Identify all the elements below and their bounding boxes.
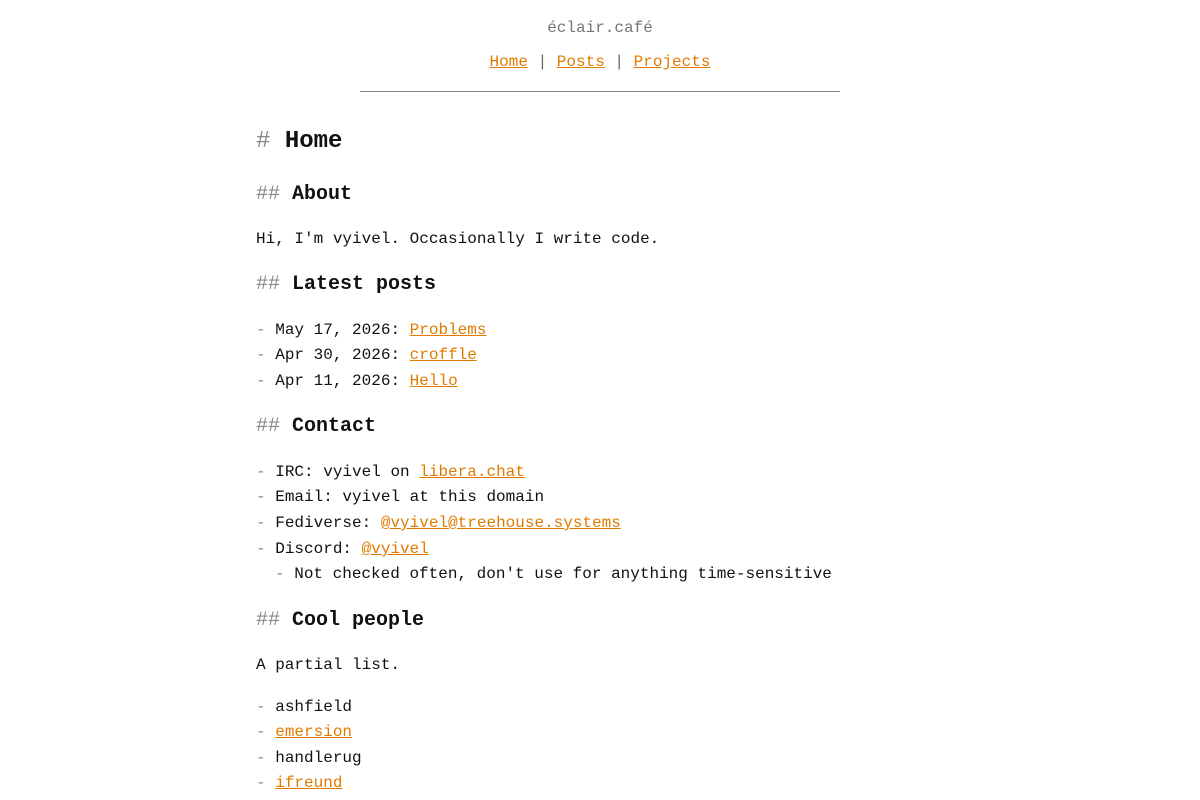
person-list-item [256, 773, 342, 793]
latest-posts-heading [256, 273, 436, 297]
heading-marker: # [256, 128, 271, 155]
post-link[interactable]: croffle [409, 346, 477, 364]
list-marker: - [256, 321, 266, 339]
list-marker: - [256, 488, 266, 506]
about-heading [256, 183, 352, 207]
person-list-item [256, 748, 362, 768]
heading-marker: ## [256, 415, 281, 438]
person-list-item [256, 722, 352, 742]
nav-link-home[interactable]: Home [489, 53, 528, 71]
nav-separator: | [537, 53, 548, 71]
cool-people-heading-text: Cool people [292, 609, 425, 632]
contact-email-text: Email: vyivel at this domain [275, 488, 545, 506]
list-marker: - [256, 749, 266, 767]
post-list-item [256, 320, 486, 340]
contact-heading-text: Contact [292, 415, 377, 438]
heading-marker: ## [256, 273, 281, 296]
heading-marker: ## [256, 609, 281, 632]
person-link[interactable]: ifreund [275, 774, 343, 792]
page-title-text: Home [284, 128, 343, 155]
contact-irc-text: IRC: vyivel on [275, 463, 410, 481]
list-marker: - [256, 514, 266, 532]
page-title [256, 128, 342, 156]
list-marker: - [256, 540, 266, 558]
about-text: Hi, I'm vyivel. Occasionally I write code. [256, 230, 660, 248]
latest-posts-heading-text: Latest posts [292, 273, 437, 296]
person-name: handlerug [275, 749, 362, 767]
list-marker: - [256, 463, 266, 481]
person-link[interactable]: emersion [275, 723, 353, 741]
fediverse-link[interactable]: @vyivel@treehouse.systems [380, 514, 621, 532]
post-date: Apr 30, 2026: [275, 346, 401, 364]
nav-separator: | [614, 53, 625, 71]
post-link[interactable]: Hello [409, 372, 458, 390]
discord-note-text: Not checked often, don't use for anything time-sensitive [294, 565, 832, 583]
post-date: May 17, 2026: [275, 321, 401, 339]
contact-discord-text: Discord: [275, 540, 353, 558]
site-title: éclair.café [547, 19, 653, 37]
post-link[interactable]: Problems [409, 321, 487, 339]
cool-people-heading [256, 609, 424, 633]
list-marker: - [275, 565, 285, 583]
nav-link-posts[interactable]: Posts [556, 53, 605, 71]
person-name: ashfield [275, 698, 353, 716]
post-list-item [256, 371, 458, 391]
header-divider [360, 91, 840, 92]
list-marker: - [256, 774, 266, 792]
list-marker: - [256, 698, 266, 716]
irc-link[interactable]: libera.chat [419, 463, 525, 481]
main-nav [0, 52, 1200, 72]
cool-people-intro: A partial list. [256, 656, 401, 674]
discord-link[interactable]: @vyivel [361, 540, 429, 558]
person-list-item [256, 697, 352, 717]
contact-fediverse-text: Fediverse: [275, 514, 372, 532]
contact-irc [256, 462, 525, 482]
post-date: Apr 11, 2026: [275, 372, 401, 390]
contact-discord-note [275, 564, 832, 584]
contact-email [256, 487, 544, 507]
heading-marker: ## [256, 183, 281, 206]
list-marker: - [256, 723, 266, 741]
contact-discord [256, 539, 429, 559]
list-marker: - [256, 372, 266, 390]
contact-heading [256, 415, 376, 439]
list-marker: - [256, 346, 266, 364]
about-heading-text: About [292, 183, 353, 206]
contact-fediverse [256, 513, 621, 533]
post-list-item [256, 345, 477, 365]
nav-link-projects[interactable]: Projects [633, 53, 711, 71]
